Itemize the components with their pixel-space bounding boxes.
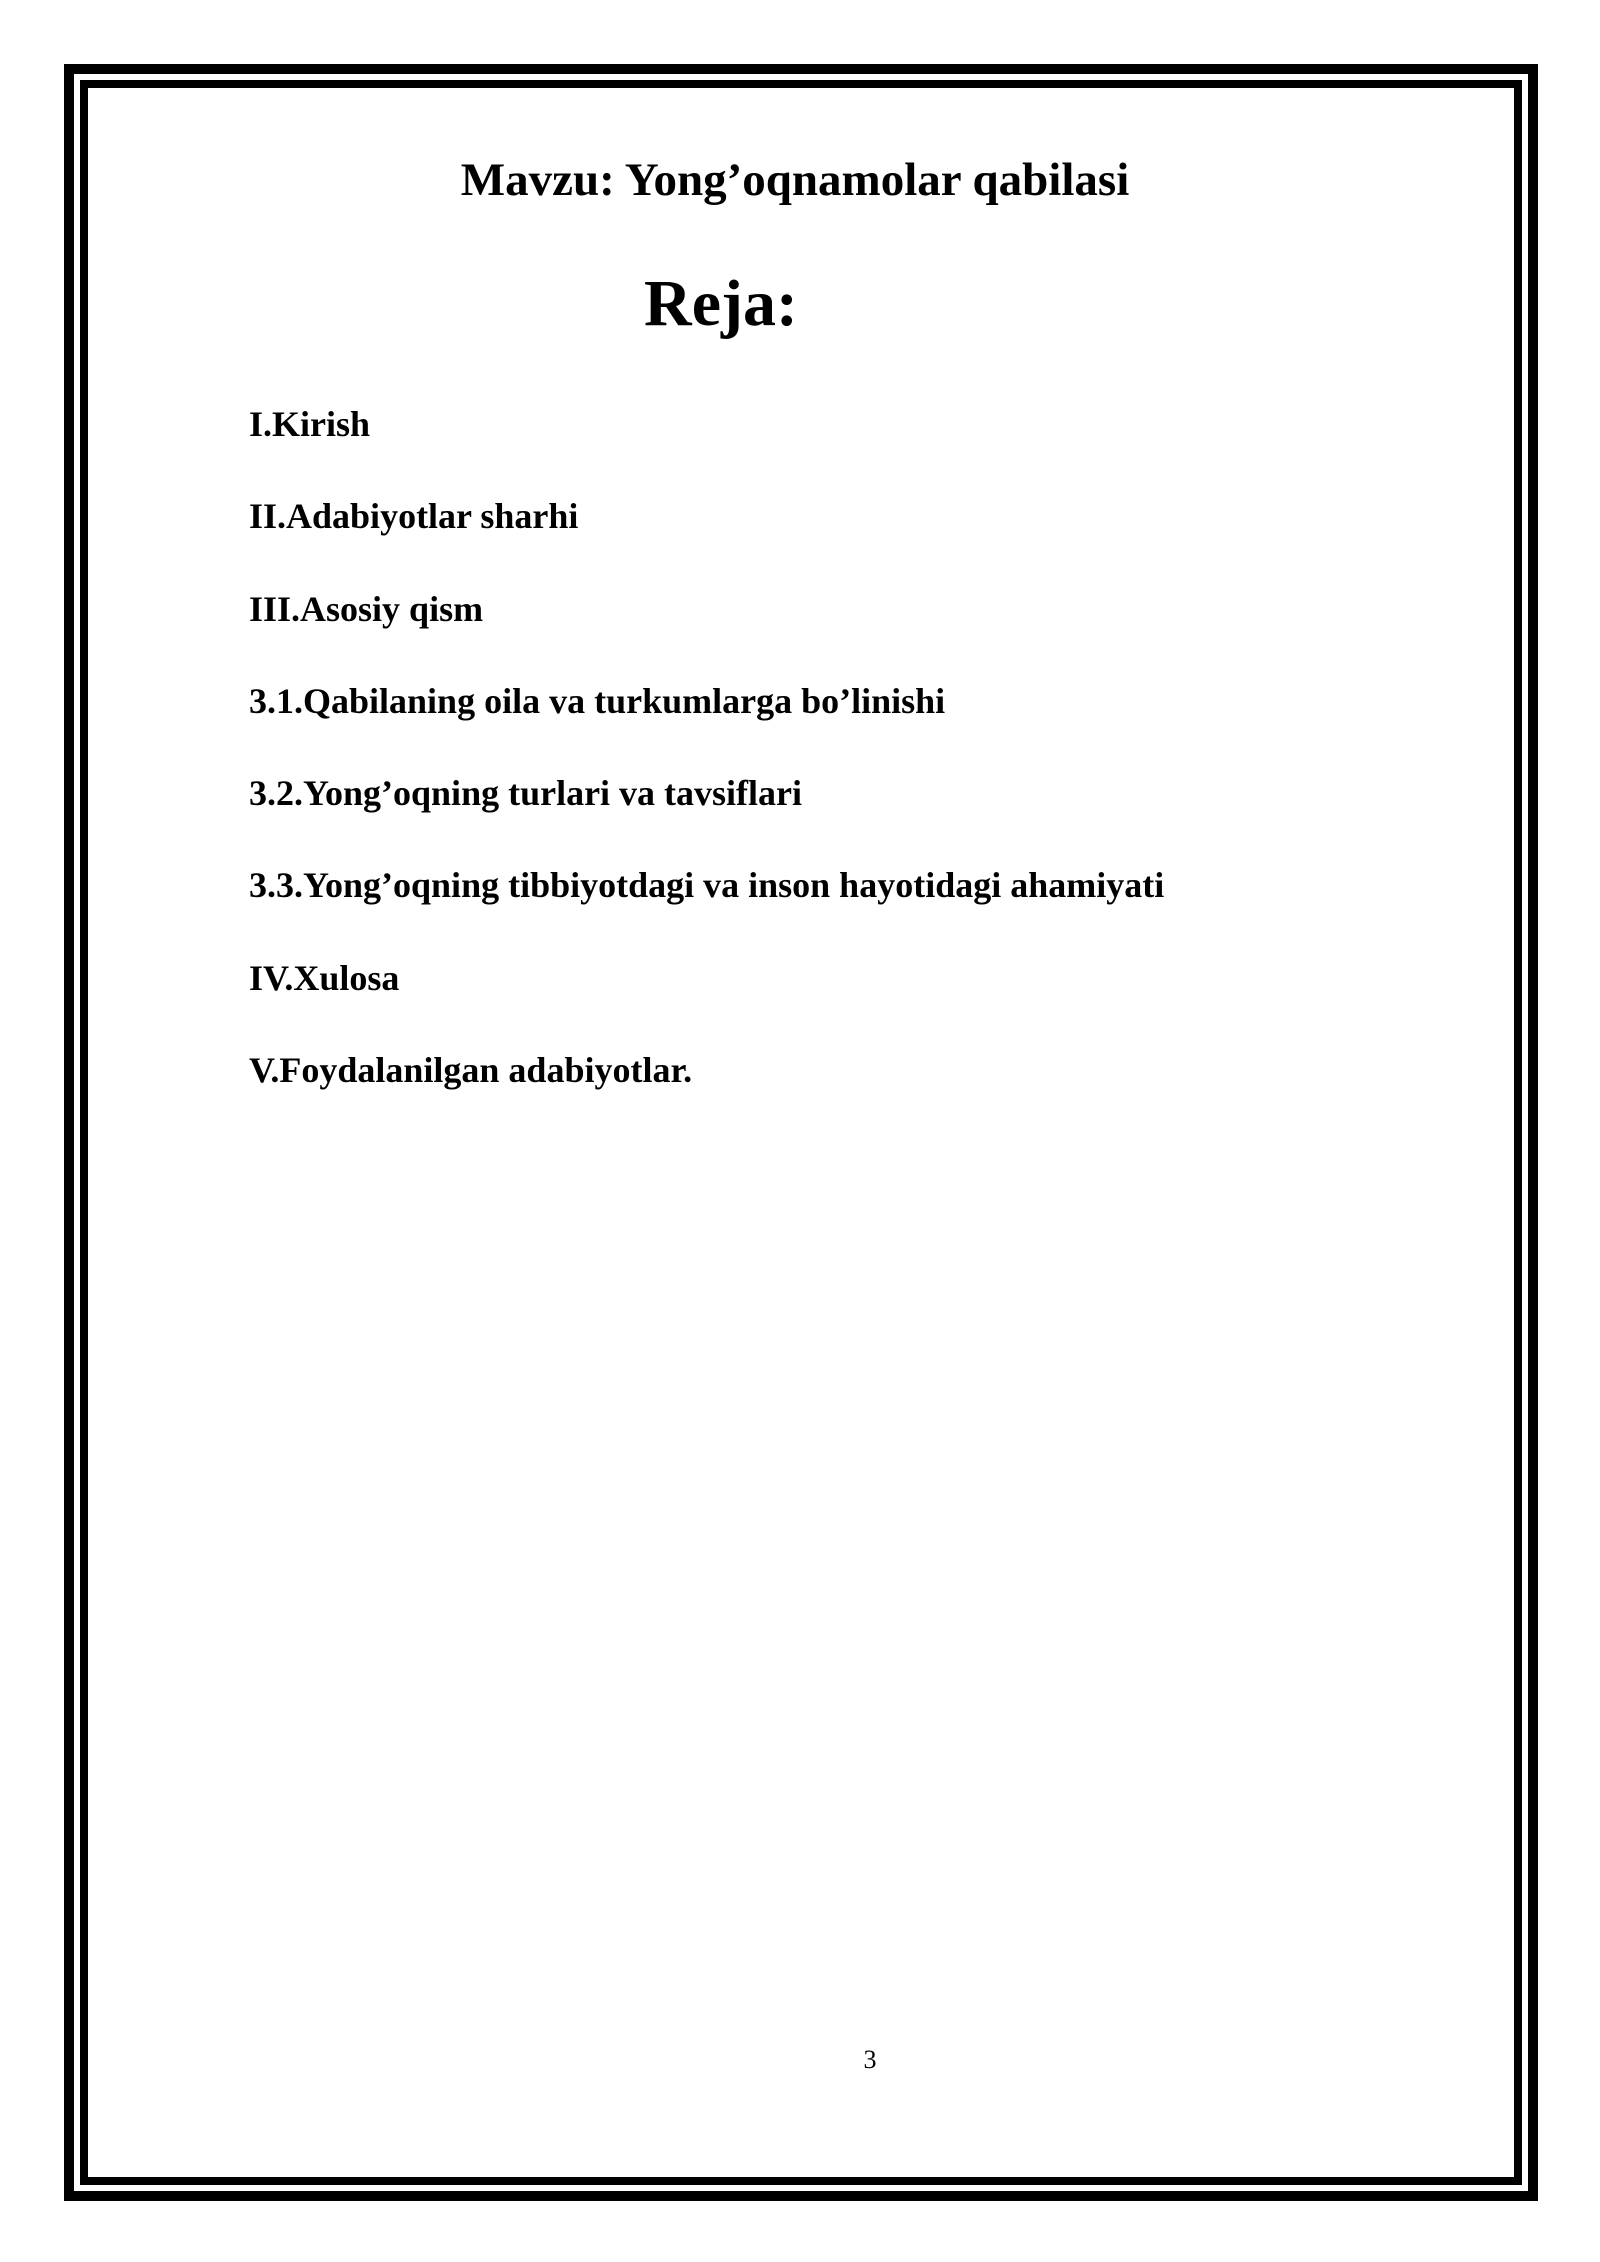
plan-item-8: V.Foydalanilgan adabiyotlar. [249,1050,693,1091]
plan-item-6: 3.3.Yong’oqning tibbiyotdagi va inson hayotidagi ahamiyati [249,865,1165,906]
plan-item-7: IV.Xulosa [249,957,400,998]
plan-item-2: II.Adabiyotlar sharhi [249,496,579,537]
plan-item-4: 3.1.Qabilaning oila va turkumlarga bo’linishi [249,680,946,721]
plan-item-3: III.Asosiy qism [249,588,484,629]
plan-item-1: I.Kirish [249,404,371,444]
plan-list [249,400,1164,1138]
page-number: 3 [863,2045,877,2074]
plan-heading: Reja: [644,267,798,340]
topic-title: Mavzu: Yong’oqnamolar qabilasi [460,154,1130,206]
plan-item-5: 3.2.Yong’oqning turlari va tavsiflari [249,773,803,814]
